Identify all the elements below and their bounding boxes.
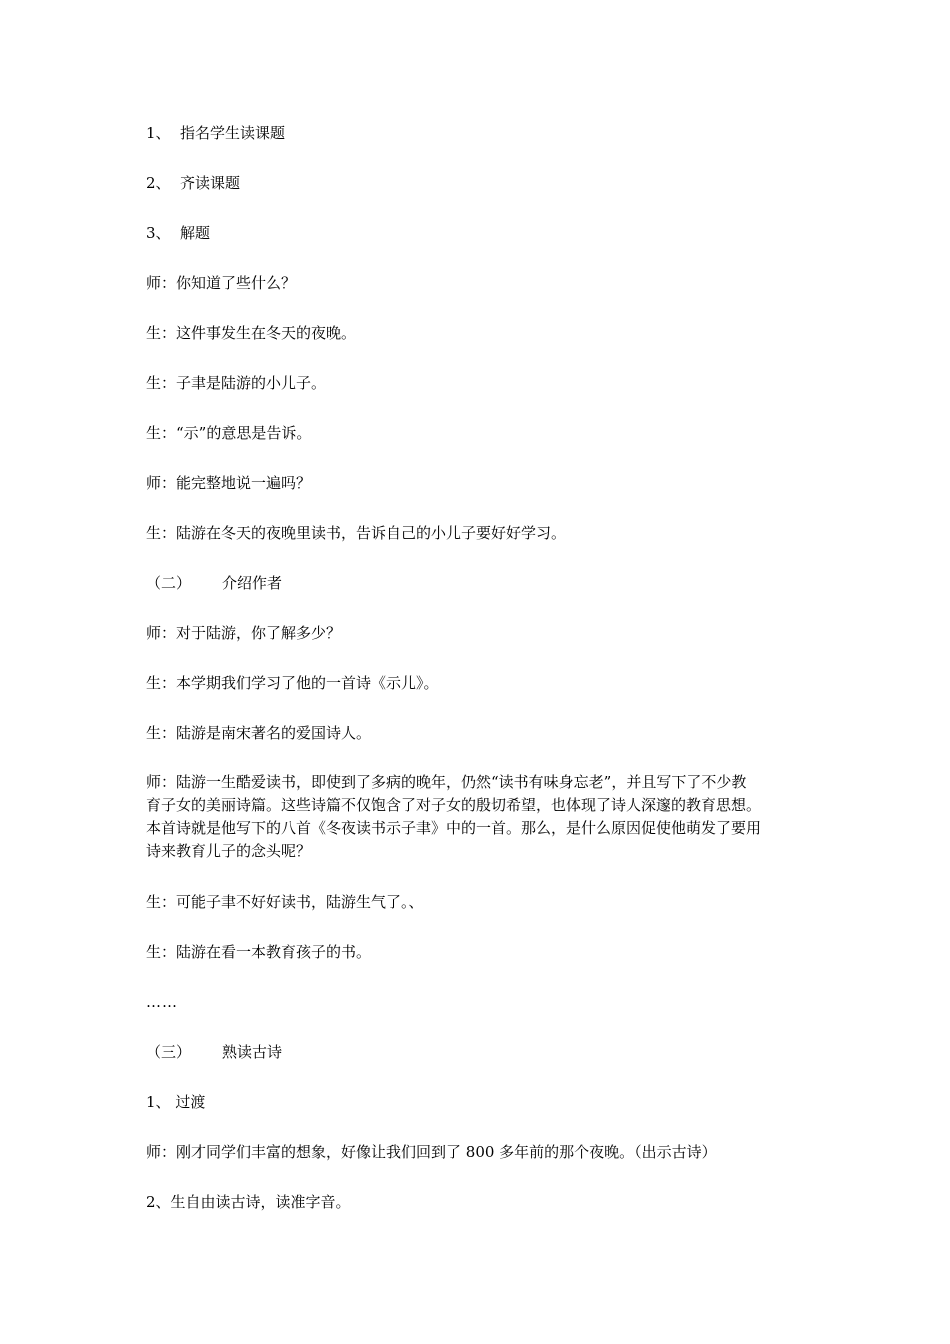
section-heading [146, 1040, 816, 1064]
dialogue-line: 生：可能子聿不好好读书，陆游生气了。、 [146, 893, 424, 911]
list-item [146, 221, 816, 245]
list-text: 指名学生读课题 [180, 124, 286, 142]
dialogue-line: 师：你知道了些什么？ [146, 274, 297, 292]
section-heading [146, 571, 816, 595]
section-number: （三） [146, 1043, 192, 1061]
dialogue-line: 生：这件事发生在冬天的夜晚。 [146, 324, 357, 342]
list-number: 1、 [146, 124, 171, 142]
dialogue-line: 生：陆游在看一本教育孩子的书。 [146, 943, 372, 961]
paragraph-line: 师：陆游一生酷爱读书，即使到了多病的晚年，仍然“读书有味身忘老”，并且写下了不少教 [146, 773, 747, 791]
document-body [146, 121, 816, 1240]
dialogue-line: 生：子聿是陆游的小儿子。 [146, 374, 327, 392]
list-number: 1、 [146, 1093, 171, 1111]
list-item [146, 1090, 816, 1114]
list-item [146, 121, 816, 145]
paragraph-line: 育子女的美丽诗篇。这些诗篇不仅饱含了对子女的殷切希望，也体现了诗人深邃的教育思想。 [146, 796, 762, 814]
section-number: （二） [146, 574, 192, 592]
dialogue-line: 生：本学期我们学习了他的一首诗《示儿》。 [146, 674, 439, 692]
dialogue-line: 生：陆游是南宋著名的爱国诗人。 [146, 724, 372, 742]
section-title: 熟读古诗 [222, 1043, 283, 1061]
list-number: 3、 [146, 224, 171, 242]
dialogue-line: 生：“示”的意思是告诉。 [146, 424, 312, 442]
dialogue-line: 师：对于陆游，你了解多少？ [146, 624, 342, 642]
list-text: 齐读课题 [180, 174, 241, 192]
list-number: 2、 [146, 174, 171, 192]
teacher-paragraph [146, 771, 816, 863]
paragraph-line: 诗来教育儿子的念头呢？ [146, 842, 312, 860]
list-item: 2、生自由读古诗，读准字音。 [146, 1193, 351, 1211]
dialogue-line: 师：能完整地说一遍吗？ [146, 474, 312, 492]
list-item [146, 171, 816, 195]
section-title: 介绍作者 [222, 574, 283, 592]
list-text: 过渡 [175, 1093, 206, 1111]
paragraph-line: 本首诗就是他写下的八首《冬夜读书示子聿》中的一首。那么，是什么原因促使他萌发了要用 [146, 819, 762, 837]
dialogue-line: 生：陆游在冬天的夜晚里读书，告诉自己的小儿子要好好学习。 [146, 524, 567, 542]
dialogue-line: 师：刚才同学们丰富的想象，好像让我们回到了 800 多年前的那个夜晚。（出示古诗） [146, 1143, 717, 1161]
list-text: 解题 [180, 224, 211, 242]
ellipsis: …… [146, 993, 178, 1011]
